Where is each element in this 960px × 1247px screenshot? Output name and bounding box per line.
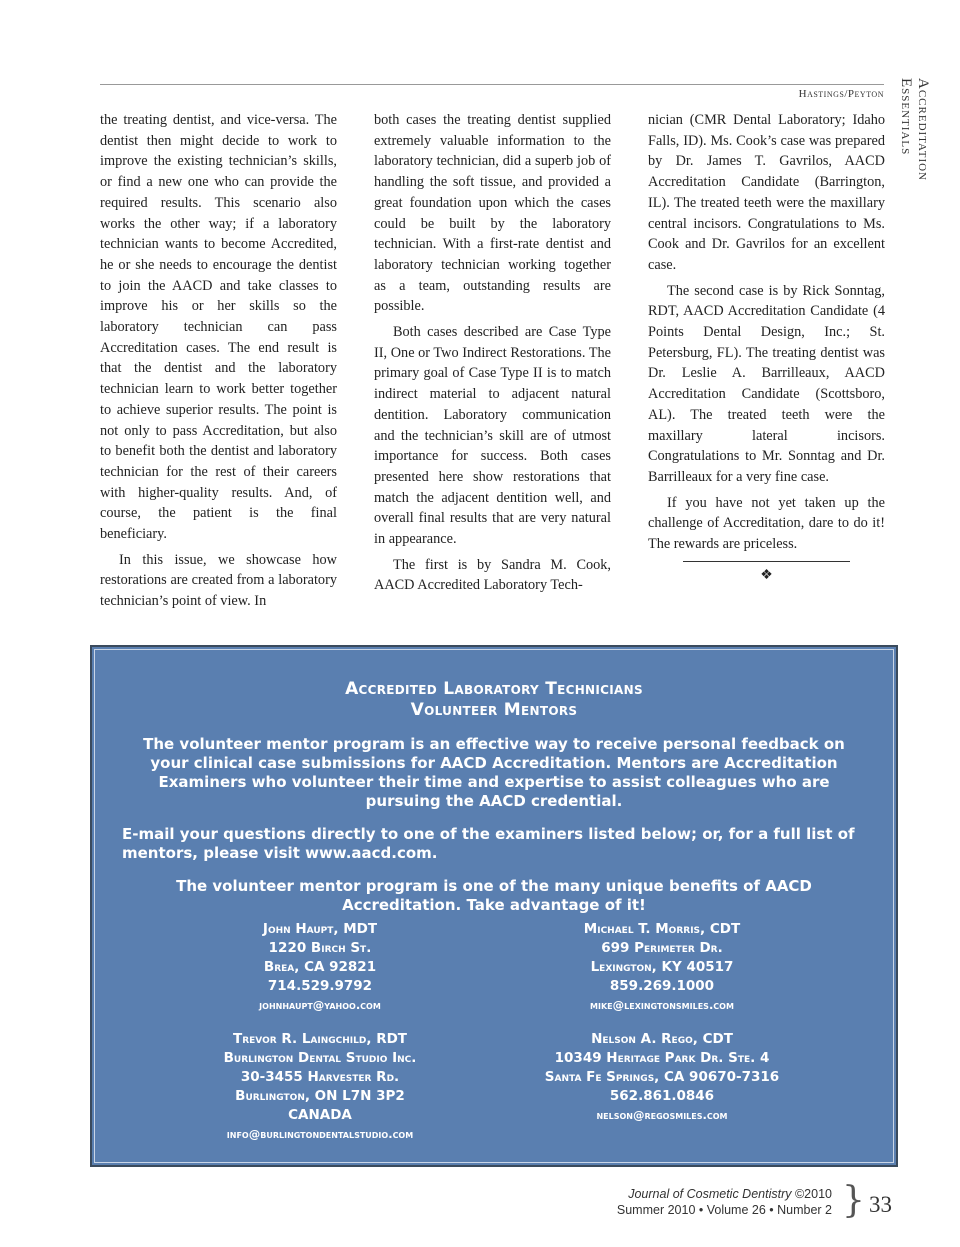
- contact-name: John Haupt, MDT: [262, 921, 378, 937]
- journal-name: Journal of Cosmetic Dentistry: [628, 1187, 792, 1201]
- contact-email[interactable]: info@burlingtondentalstudio.com: [226, 1127, 414, 1141]
- contact-country: CANADA: [288, 1107, 352, 1123]
- issue-info: Summer 2010 • Volume 26 • Number 2: [616, 1203, 832, 1217]
- running-head: Hastings/Peyton: [798, 88, 884, 100]
- article-end-mark: [648, 561, 885, 587]
- contact-name: Trevor R. Laingchild, RDT: [232, 1031, 407, 1047]
- contact-nelson-rego: [482, 1030, 842, 1125]
- contact-address: 30-3455 Harvester Rd.: [240, 1069, 400, 1085]
- paragraph: both cases the treating dentist supplied extremely valuable information to the laboratory technician, did a superb job of handling the soft tissue, and provided a great foundation upon which the cases could be built by the laboratory technician. With a first-rate dentist and laboratory technician working together as a team, outstanding results are possible.: [374, 112, 611, 315]
- copyright: ©2010: [791, 1187, 832, 1201]
- contact-city: Brea, CA 92821: [263, 959, 377, 975]
- mentor-intro: The volunteer mentor program is an effective way to receive personal feedback on your clinical case submissions for AACD Accreditation. Mentors are Accreditation Examiners who volunteer their time and expertise to assist colleagues who are pursuing the AACD credential.: [143, 735, 845, 810]
- contact-address: 1220 Birch St.: [268, 940, 372, 956]
- footer: [617, 1186, 832, 1218]
- box-title-line-2: Volunteer Mentors: [410, 700, 578, 720]
- diamond-ornament-icon: ❖: [760, 567, 773, 583]
- contact-email[interactable]: mike@lexingtonsmiles.com: [590, 998, 734, 1012]
- contact-phone: 859.269.1000: [609, 978, 715, 994]
- contact-email[interactable]: nelson@regosmiles.com: [596, 1108, 728, 1122]
- end-rule: [683, 561, 850, 562]
- paragraph: In this issue, we showcase how restorations are created from a laboratory technician’s point of view. In: [100, 551, 337, 610]
- contact-phone: 714.529.9792: [267, 978, 373, 994]
- contact-name: Nelson A. Rego, CDT: [591, 1031, 733, 1047]
- contact-email[interactable]: johnhaupt@yahoo.com: [259, 998, 381, 1012]
- footer-journal-line: [617, 1186, 832, 1202]
- contact-address: 699 Perimeter Dr.: [601, 940, 723, 956]
- contact-company: Burlington Dental Studio Inc.: [223, 1050, 417, 1066]
- contact-trevor-laingchild: [140, 1030, 500, 1144]
- contact-john-haupt: [140, 920, 500, 1015]
- volunteer-mentors-box: [90, 645, 898, 1167]
- paragraph: the treating dentist, and vice-versa. The dentist then might decide to work to improve the existing technician’s skills, or find a new one who can provide the required results. This scenario also works the other way; if a laboratory technician wants to become Accredited, he or she needs to encourage the dentist to join the AACD and take classes to improve his or her skills so the laboratory technician can pass Accreditation cases. The end result is that the dentist and the laboratory technician learn to work better together to achieve superior results. The point is not only to pass Accreditation, but also to benefit both the dentist and laboratory technician for the rest of their careers with higher-quality results. And, of course, the patient is the final beneficiary.: [100, 112, 337, 543]
- contact-city: Lexington, KY 40517: [590, 959, 734, 975]
- header-rule: [100, 84, 884, 85]
- article-column-3: [648, 110, 885, 586]
- box-title-line-1: Accredited Laboratory Technicians: [345, 679, 643, 699]
- page-number: 33: [869, 1192, 892, 1217]
- contact-city: Burlington, ON L7N 3P2: [235, 1088, 405, 1104]
- article-column-1: [100, 110, 337, 617]
- paragraph: Both cases described are Case Type II, One or Two Indirect Restorations. The primary goal of Case Type II is to match indirect material to adjacent natural dentition. Laboratory communication and the technician’s skill are of utmost importance for success. Both cases presented here show restorations that match the adjacent dentition well, and overall final results that are very natural in appearance.: [374, 324, 611, 548]
- paragraph: The first is by Sandra M. Cook, AACD Accredited Laboratory Tech-: [374, 556, 611, 594]
- article-column-2: [374, 110, 611, 601]
- paragraph: The second case is by Rick Sonntag, RDT, AACD Accreditation Candidate (4 Points Dental Design, Inc.; St. Petersburg, FL). The treating dentist was Dr. Leslie A. Barrilleaux, AACD Accreditation Candidate (Scottsboro, AL). The treated teeth were the maxillary lateral incisors. Congratulations to Mr. Sonntag and Dr. Barrilleaux for a very fine case.: [648, 282, 885, 485]
- contact-phone: 562.861.0846: [609, 1088, 715, 1104]
- contact-michael-morris: [482, 920, 842, 1015]
- contact-address: 10349 Heritage Park Dr. Ste. 4: [554, 1050, 770, 1066]
- contact-name: Michael T. Morris, CDT: [583, 921, 741, 937]
- mentor-email-instructions: E-mail your questions directly to one of the examiners listed below; or, for a full list of mentors, please visit www.aacd.com.: [122, 825, 855, 862]
- paragraph: If you have not yet taken up the challenge of Accreditation, dare to do it! The rewards are priceless.: [648, 494, 885, 553]
- mentor-benefit: The volunteer mentor program is one of the many unique benefits of AACD Accreditation. Take advantage of it!: [176, 877, 812, 914]
- brace-ornament: }: [842, 1180, 865, 1221]
- section-title: Accreditation Essentials: [898, 78, 931, 182]
- contact-city: Santa Fe Springs, CA 90670-7316: [544, 1069, 780, 1085]
- paragraph: nician (CMR Dental Laboratory; Idaho Falls, ID). Ms. Cook’s case was prepared by Dr. James T. Gavrilos, AACD Accreditation Candidate (Barrington, IL). The treated teeth were the maxillary central incisors. Congratulations to Ms. Cook and Dr. Gavrilos for an excellent case.: [648, 112, 885, 273]
